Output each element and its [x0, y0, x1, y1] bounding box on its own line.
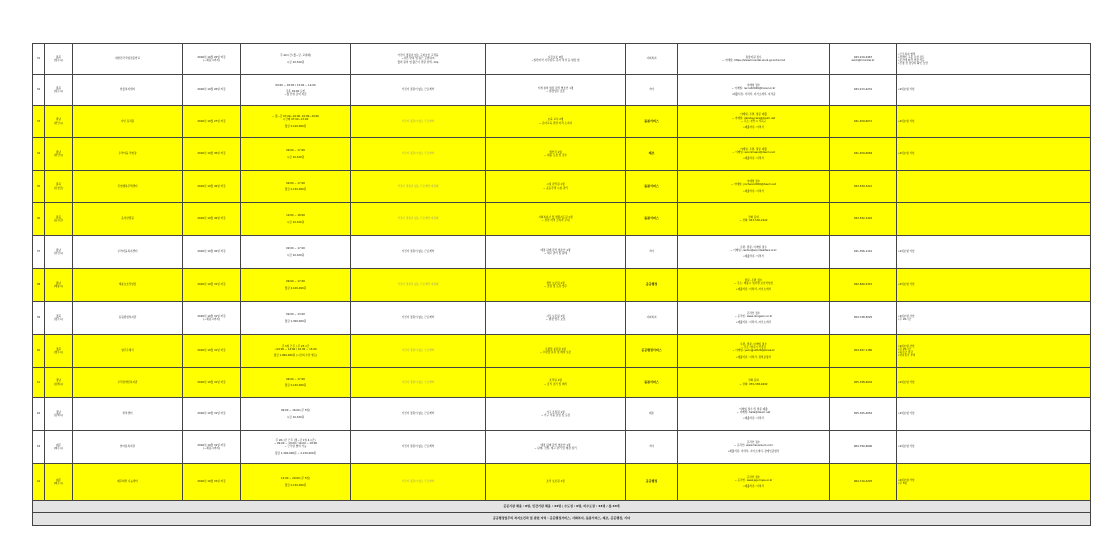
conditions-cell: 가진이 점원이 없는 근로계약 — [351, 75, 486, 106]
deadline-cell: 2026년 10월 30일 마감 — [183, 236, 241, 269]
contact-cell: 이메일 접수 및 방문 제출 ~ 이메일: halla@daum.net •제출서류: 이력서 — [678, 398, 830, 431]
notes-cell: •4대보험 가입 •주 25시간 •퇴직금 지급 •연차휴가 부여 — [897, 335, 1091, 368]
organization-cell: 동원종합복지관 — [73, 302, 183, 335]
conditions-cell: 가진이 점원이 없는 근로계약 — [351, 464, 486, 501]
deadline-cell: 2026년 10월 30일 마감 — [183, 203, 241, 236]
contact-cell: 방문, 우편 접수 ~ 주소: 계룡시 엄사면 보호작업장 •제출서류: 이력서, 자기소개서 — [678, 269, 830, 302]
conditions-cell: 가진이 점원이 없는 근로계약 — [351, 431, 486, 464]
job-type-cell: 돌봄서비스 — [626, 368, 678, 398]
table-row — [33, 398, 1091, 431]
work-hours-cell: 09:00 ~ 17:00 월급 2,150,000원 — [241, 368, 351, 398]
row-number: 35 — [33, 171, 45, 203]
table-row — [33, 203, 1091, 236]
phone-cell: 041-459-6071 — [830, 106, 897, 138]
notes-cell — [897, 171, 1091, 203]
requirements-cell: 조리 보조원 1명 — [486, 464, 626, 501]
notes-cell: •4대보험 가입 — [897, 138, 1091, 171]
table-row — [33, 44, 1091, 75]
requirements-cell: 사무보조 0명 ~일반자격 사무업무, 문서 작성 등 현장 업 — [486, 44, 626, 75]
organization-cell: 한아름복지관 — [73, 431, 183, 464]
phone-cell: 042-840-3315 — [830, 269, 897, 302]
contact-cell: 이메일 접수 ~ 이메일: recruit2026@hanul.or.kr •제출서류: 이력서, 자기소개서, 자격증 — [678, 75, 830, 106]
job-type-cell: 사회복지 — [626, 302, 678, 335]
job-type-cell: 돌봄서비스 — [626, 203, 678, 236]
contact-cell: 통합지원 접수 ~ 이메일: https://www.hrcenter.work.go.kr/recruit — [678, 44, 830, 75]
region-cell: 제주 (제주시) — [45, 464, 73, 501]
requirements-cell: 사회복지사 및 생활지도원 1명 ~ 관련 자격 소지자 우대 — [486, 203, 626, 236]
work-hours-cell: 09:00 ~ 17:00 시급 10,320원 — [241, 236, 351, 269]
row-number: 40 — [33, 335, 45, 368]
notes-cell: •4대보험 가입 — [897, 75, 1091, 106]
notes-cell — [897, 203, 1091, 236]
job-listing-table — [32, 43, 1091, 526]
row-number: 41 — [33, 368, 45, 398]
deadline-cell: 2026년 10월 31일 마감 — [183, 368, 241, 398]
table-row — [33, 171, 1091, 203]
notes-cell: •4대보험 가입 •주 5일 — [897, 464, 1091, 501]
organization-cell: 영주우체국 — [73, 335, 183, 368]
work-hours-cell: 09:00 ~ 16:00 (주 5일) 시급 10,320원 — [241, 398, 351, 431]
conditions-cell: 가진이 점원이 없는 근로계약 — [351, 236, 486, 269]
phone-cell: 043-539-3421 — [830, 171, 897, 203]
requirements-cell: 생산직 1명 ~ 제품 포장 및 검수 — [486, 138, 626, 171]
row-number: 42 — [33, 398, 45, 431]
conditions-cell: 가진이 점원이 없는 구비요인 고객을 ~다른 반복 업 통근 포함하여 월의 원칙 업 출근이 전환 선택, 1Xp — [351, 44, 486, 75]
contact-cell: 이메일, 우편, 방문 제출 ~ 이메일: daindaycare@daum.net ~ 주소: 천안시 서북구 •제출서류: 이력서 — [678, 106, 830, 138]
organization-cell: 우리장애인복지관 — [73, 368, 183, 398]
deadline-cell: 2026년 10월 27일 마감 — [183, 106, 241, 138]
conditions-cell: 가진이 점원이 없는 근로계약 — [351, 106, 486, 138]
region-cell: 경북 (경주시) — [45, 302, 73, 335]
organization-cell: 진천행복주택센터 — [73, 171, 183, 203]
region-cell: 충북 (음성군) — [45, 203, 73, 236]
table-row — [33, 106, 1091, 138]
job-type-cell: 제조 — [626, 138, 678, 171]
conditions-cell: 가진이 점원이 없는 근로계약 지원제 — [351, 269, 486, 302]
table-row — [33, 431, 1091, 464]
organization-cell: 계룡보호작업장 — [73, 269, 183, 302]
job-type-cell: 기타 — [626, 431, 678, 464]
organization-cell: 제주희망 나눔센터 — [73, 464, 183, 501]
work-hours-cell: 09:00 ~ 13:00 월급 1,300,000원 — [241, 302, 351, 335]
contact-cell: 우편, 방문, 이메일 접수 ~ 주소: 영주시 가흥로 ~ 이메일: yeongju2026@korea.kr •제출서류: 이력서, 경력증명서 — [678, 335, 830, 368]
requirements-cell: 매장 판매 관리 협조인 1명 ~ 판매, 진열, 재고 관리 및 매장 정리 — [486, 431, 626, 464]
region-cell: 충남 (천안시) — [45, 138, 73, 171]
phone-cell: 041-459-6084 — [830, 138, 897, 171]
organization-cell: 우리마을 작업장 — [73, 138, 183, 171]
notes-cell: •4대보험 가입 •주 20시간 — [897, 302, 1091, 335]
work-hours-cell: 주 20시간 근무 (월~금 1일 4시간) ~ 09:00 ~ 13:00 / 14:00 ~ 18:00 ~ 근무일 협의 가능 월급 1,300,000원 ~ 2,150,000원 — [241, 431, 351, 464]
summary-line-1: 공공기관 채용 : 0명, 민간기관 채용 : 44명 | 수도권 : 0명, 비수도권 : 44명 / 총 44개 — [33, 501, 1091, 513]
job-type-cell: 공공행정 — [626, 269, 678, 302]
work-hours-cell: 09:00 ~ 17:00 월급 2,150,000원 — [241, 171, 351, 203]
requirements-cell: 시설 관리원 1명 ~ 공동주택 시설 관리 — [486, 171, 626, 203]
work-hours-cell: 12:00 ~ 20:00 (주 5일) 월급 2,150,000원 — [241, 464, 351, 501]
organization-cell: 다인 유치원 — [73, 106, 183, 138]
work-hours-cell: ~ 월~금 07:00~16:00, 10:00~19:00 시간제 07:00~13:00 월급 2,100,000원 — [241, 106, 351, 138]
job-type-cell: 공공행정서비스 — [626, 335, 678, 368]
deadline-cell: 2026년 10월 30일 마감 — [183, 171, 241, 203]
row-number: 44 — [33, 464, 45, 501]
requirements-cell: 조리원 1명 ~ 급식 조리 및 배식 — [486, 368, 626, 398]
row-number: 37 — [33, 236, 45, 269]
row-number: 39 — [33, 302, 45, 335]
region-cell: 경북 (영주시) — [45, 335, 73, 368]
notes-cell: •4대보험 가입 — [897, 106, 1091, 138]
deadline-cell: 2026년 10월 31일 마감 — [183, 398, 241, 431]
notes-cell: •4대보험 가입 — [897, 236, 1091, 269]
requirements-cell: 생산 보조원 1명 ~ 조립 및 포장 업무 — [486, 269, 626, 302]
organization-cell: 한라센터 — [73, 398, 183, 431]
phone-cell: 054-748-3025 — [830, 302, 897, 335]
conditions-cell: 가진이 점원이 없는 근로계약 — [351, 302, 486, 335]
row-number: 36 — [33, 203, 45, 236]
phone-cell: 055-338-4632 — [830, 368, 897, 398]
contact-cell: 온라인 접수 ~ 온라인: www.hanareum.or.kr •제출서류: 이력서, 자기소개서, 장애인증명서 — [678, 431, 830, 464]
work-hours-cell: 09:00 ~ 18:00 / 13:00 ~ 14:00 주휴 04:00 포함 ~월 단위 급여 지급 — [241, 75, 351, 106]
contact-cell: 우편, 방문, 이메일 접수 ~ 이메일: center@wooriwelfare.or.kr •제출서류: 이력서 — [678, 236, 830, 269]
notes-cell: •4대보험 가입 — [897, 269, 1091, 302]
phone-cell: 064-790-9600 — [830, 431, 897, 464]
deadline-cell: 2026년 10월 20일 마감 (~채용시까지) — [183, 44, 241, 75]
notes-cell: •4대보험 가입 — [897, 431, 1091, 464]
job-type-cell: 돌봄서비스 — [626, 171, 678, 203]
region-cell: 제주 (제주시) — [45, 431, 73, 464]
table-row — [33, 302, 1091, 335]
contact-cell: 전화 문의 ~ 전화: 055-338-4632 — [678, 368, 830, 398]
organization-cell: 대한민국직업전문학교 — [73, 44, 183, 75]
notes-cell: •4대보험 가입 — [897, 398, 1091, 431]
conditions-cell: 가진이 점원이 없는 근로계약 지원제 — [351, 203, 486, 236]
phone-cell: 041-356-1141 — [830, 236, 897, 269]
work-hours-cell: 09:00 ~ 17:00 월급 2,100,000원 — [241, 269, 351, 302]
table-row — [33, 368, 1091, 398]
row-number: 31 — [33, 44, 45, 75]
job-type-cell: 돌봄서비스 — [626, 106, 678, 138]
work-hours-cell: 10:00 ~ 18:00 시급 10,320원 — [241, 203, 351, 236]
phone-cell: 043-210-4467 work@hrcenter.kr — [830, 44, 897, 75]
work-hours-cell: 주 40시간 (월~금, 교대제) 시급 10,320원 — [241, 44, 351, 75]
row-number: 34 — [33, 138, 45, 171]
job-type-cell: 제조 — [626, 398, 678, 431]
contact-cell: 이메일 접수 ~ 이메일: jincheon2026@daum.net •제출서류: 이력서 — [678, 171, 830, 203]
contact-cell: 전화 문의 ~ 전화: 043-530-2422 — [678, 203, 830, 236]
job-type-cell: 사회복지 — [626, 44, 678, 75]
contact-cell: 이메일, 우편, 방문 제출 ~ 이메일: woorimaeul@daum.net •제출서류: 이력서 — [678, 138, 830, 171]
summary-line-2: 공공행정업무의 복지요건과 및 관련 지역 : 공공행정서비스, 사회복지, 돌봄서비스, 제조, 공공행정, 기타 — [33, 513, 1091, 526]
deadline-cell: 2026년 10월 31일 마감 (~채용시까지) — [183, 431, 241, 464]
deadline-cell: 2026년 10월 31일 마감 — [183, 335, 241, 368]
requirements-cell: 매장 판매 관리 협조인 1명 ~ 재고 관리 및 판매 — [486, 236, 626, 269]
table-row — [33, 464, 1091, 501]
notes-cell: •근로복지 협력 •장애인 고용 우선 검토 •조건에 따라 연장 가능 •신청 전 담당자 확인 요망 — [897, 44, 1091, 75]
requirements-cell: 기계 설비 현장 관리 협조인 1명 ~ 현장업무 보조 — [486, 75, 626, 106]
requirements-cell: 가구 조립원 1명 ~ 가구 부품 조립 및 포장 — [486, 398, 626, 431]
work-hours-cell: 09:00 ~ 17:00 시급 10,320원 — [241, 138, 351, 171]
phone-cell: 054-637-1180 — [830, 335, 897, 368]
conditions-cell: 가진이 점원이 없는 근로계약 지원제 — [351, 171, 486, 203]
deadline-cell: 2026년 10월 31일 마감 — [183, 464, 241, 501]
row-number: 38 — [33, 269, 45, 302]
conditions-cell: 가진이 점원이 없는 근로계약 — [351, 138, 486, 171]
requirements-cell: 우편물 분류원 1명 ~ 우편물 분류 및 배달 보조 — [486, 335, 626, 368]
job-type-cell: 공공행정 — [626, 464, 678, 501]
region-cell: 충남 (계룡시) — [45, 269, 73, 302]
requirements-cell: 보육 교사 2명 ~ 유아교육 관련 자격 소지자 — [486, 106, 626, 138]
table-row — [33, 335, 1091, 368]
region-cell: 충남 (당진시) — [45, 236, 73, 269]
work-hours-cell: 주 5일 근무 / 주 25시간 ~09:00 ~ 14:00 / 10:00 ~ 15:00 월급 1,960,000원 (시간외 수당 별도) — [241, 335, 351, 368]
region-cell: 충북 (진천군) — [45, 171, 73, 203]
phone-cell: 064-710-4225 — [830, 464, 897, 501]
phone-cell: 043-213-4231 — [830, 75, 897, 106]
organization-cell: 우리마을복지센터 — [73, 236, 183, 269]
region-cell: 충북 (청주시) — [45, 44, 73, 75]
organization-cell: 한울복지센터 — [73, 75, 183, 106]
conditions-cell: 가진이 점원이 없는 근로계약 — [351, 398, 486, 431]
region-cell: 충북 (청주시) — [45, 75, 73, 106]
requirements-cell: 사무 보조원 1명 ~ 행정 업무 보조 — [486, 302, 626, 335]
table-row — [33, 236, 1091, 269]
contact-cell: 온라인 접수 ~ 온라인: www.jeju.hope.or.kr •제출서류: 이력서 — [678, 464, 830, 501]
deadline-cell: 2026년 10월 30일 마감 — [183, 138, 241, 171]
table-row — [33, 269, 1091, 302]
deadline-cell: 2026년 10월 31일 마감 — [183, 269, 241, 302]
row-number: 43 — [33, 431, 45, 464]
table-row — [33, 75, 1091, 106]
table-row — [33, 138, 1091, 171]
deadline-cell: 2026년 10월 20일 마감 — [183, 75, 241, 106]
organization-cell: 음성한빛원 — [73, 203, 183, 236]
region-cell: 경남 (김해시) — [45, 368, 73, 398]
job-type-cell: 기타 — [626, 75, 678, 106]
conditions-cell: 가진이 점원이 없는 근로계약 — [351, 335, 486, 368]
phone-cell: 055-325-4052 — [830, 398, 897, 431]
notes-cell: •4대보험 가입 — [897, 368, 1091, 398]
region-cell: 경남 (김해시) — [45, 398, 73, 431]
conditions-cell: 가진이 점원이 없는 근로계약 — [351, 368, 486, 398]
job-type-cell: 기타 — [626, 236, 678, 269]
contact-cell: 온라인 접수 ~ 온라인: www.dongwon.or.kr •제출서류: 이력서, 자기소개서 — [678, 302, 830, 335]
deadline-cell: 2026년 10월 31일 마감 (~채용시까지) — [183, 302, 241, 335]
region-cell: 충남 (천안시) — [45, 106, 73, 138]
row-number: 32 — [33, 75, 45, 106]
phone-cell: 043-532-2422 — [830, 203, 897, 236]
row-number: 33 — [33, 106, 45, 138]
